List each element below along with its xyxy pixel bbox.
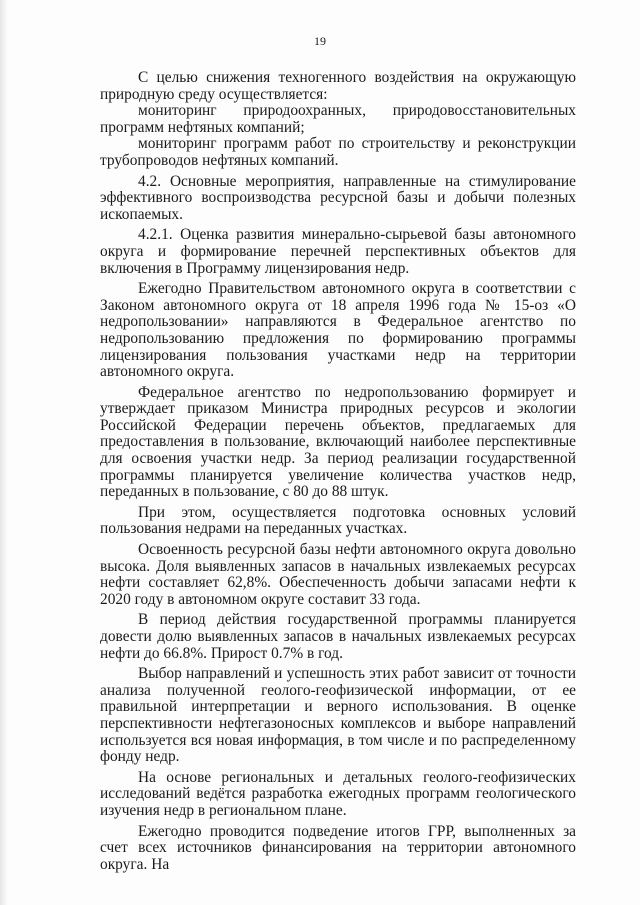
paragraph-4: 4.2. Основные мероприятия, направленные на стимулирование эффективного воспроизводства ресурсной базы и добычи полезных ископаемых. [100, 172, 576, 223]
paragraph-12: На основе региональных и детальных геолого-геофизических исследований ведётся разработка ежегодных программ геологического изучения недр в региональном плане. [100, 768, 576, 819]
paragraph-3: мониторинг программ работ по строительству и реконструкции трубопроводов нефтяных компаний. [100, 135, 576, 169]
paragraph-10: В период действия государственной программы планируется довести долю выявленных запасов в начальных извлекаемых ресурсах нефти до 66.8%. Прирост 0.7% в год. [100, 611, 576, 662]
paragraph-1: С целью снижения техногенного воздействия на окружающую природную среду осуществляется: [100, 69, 576, 103]
paragraph-8: При этом, осуществляется подготовка основных условий пользования недрами на переданных участках. [100, 503, 576, 538]
paragraph-11: Выбор направлений и успешность этих работ зависит от точности анализа полученной геолого-геофизической информации, от ее правильной интерпретации и верного использования. В оценке перспективности нефтегазоносных комплексов и выборе направлений используется вся новая информация, в том числе и по распределенному фонду недр. [100, 665, 576, 766]
paragraph-7: Федеральное агентство по недропользованию формирует и утверждает приказом Министра природных ресурсов и экологии Российской Федерации перечень объектов, предлагаемых для предоставления в пользование, включающий наиболее перспективные для освоения участки недр. За период реализации государственной программы планируется увеличение количества участков недр, переданных в пользование, с 80 до 88 штук. [100, 383, 576, 501]
page-number: 19 [314, 34, 326, 48]
paragraph-5: 4.2.1. Оценка развития минерально-сырьевой базы автономного округа и формирование перечней перспективных объектов для включения в Программу лицензирования недр. [100, 226, 576, 277]
paragraph-2: мониторинг природоохранных, природовосстановительных программ нефтяных компаний; [100, 102, 576, 136]
document-body [100, 70, 576, 873]
paragraph-13: Ежегодно проводится подведение итогов ГРР, выполненных за счет всех источников финансирования на территории автономного округа. На [100, 822, 576, 873]
scan-edge [0, 0, 8, 905]
paragraph-6: Ежегодно Правительством автономного округа в соответствии с Законом автономного округа от 18 апреля 1996 года № 15-оз «О недропользовании» направляются в Федеральное агентство по недропользованию предложения по формированию программы лицензирования пользования участками недр на территории автономного округа. [100, 280, 576, 381]
paragraph-9: Освоенность ресурсной базы нефти автономного округа довольно высока. Доля выявленных запасов в начальных извлекаемых ресурсах нефти составляет 62,8%. Обеспеченность добычи запасами нефти к 2020 году в автономном округе составит 33 года. [100, 541, 576, 608]
